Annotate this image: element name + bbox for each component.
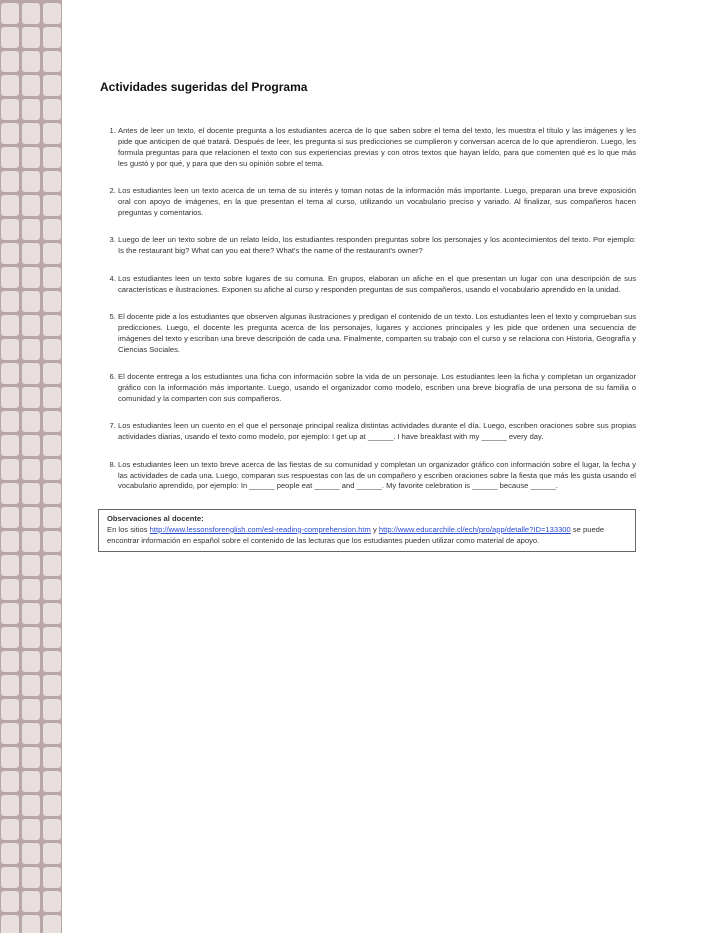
strip-square bbox=[1, 243, 19, 264]
strip-square bbox=[1, 843, 19, 864]
strip-square bbox=[1, 555, 19, 576]
strip-square bbox=[22, 891, 40, 912]
strip-square bbox=[1, 363, 19, 384]
strip-square bbox=[1, 123, 19, 144]
strip-square bbox=[43, 723, 61, 744]
strip-square bbox=[22, 147, 40, 168]
strip-square bbox=[43, 411, 61, 432]
strip-square bbox=[22, 867, 40, 888]
strip-square bbox=[43, 123, 61, 144]
strip-square bbox=[22, 915, 40, 933]
activity-item: 5. El docente pide a los estudiantes que observen algunas ilustraciones y predigan el contenido de un texto. Los estudiantes leen el texto y comprueban sus predicciones. Luego, el docente les pregunta acerca de los personajes, lugares y acciones principales y les pide que ordenen una secuencia de imágenes del texto y escriban una breve descripción de cada una. Finalmente, comparten su trabajo con el curso y se relaciona con Historia, Geografía y Ciencias Sociales. bbox=[118, 312, 636, 356]
strip-square bbox=[1, 411, 19, 432]
strip-square bbox=[1, 579, 19, 600]
observations-rest: se puede encontrar información en español sobre el contenido de las lecturas que los estudiantes pueden utilizar como material de apoyo. bbox=[107, 524, 605, 545]
strip-square bbox=[1, 75, 19, 96]
strip-square bbox=[22, 819, 40, 840]
strip-square bbox=[22, 3, 40, 24]
strip-square bbox=[1, 339, 19, 360]
strip-square bbox=[22, 747, 40, 768]
strip-square bbox=[22, 507, 40, 528]
strip-square bbox=[43, 195, 61, 216]
strip-square bbox=[22, 603, 40, 624]
activity-item: 1. Antes de leer un texto, el docente pregunta a los estudiantes acerca de lo que saben sobre el tema del texto, les muestra el título y las imágenes y les pide que anticipen de qué tratará. Después de leer, les pregunta si sus predicciones se cumplieron y conversan acerca de lo que aprendieron. Luego, les formula preguntas para que relacionen el texto con sus experiencias previas y con otros textos que hayan leído, para que comenten qué es lo que más les gustó y por qué, y para que den su opinión sobre el tema. bbox=[118, 126, 636, 170]
strip-square bbox=[22, 387, 40, 408]
strip-square bbox=[1, 651, 19, 672]
document-page bbox=[96, 80, 636, 552]
observations-link-2[interactable]: http://www.educarchile.cl/ech/pro/app/detalle?ID=133300 bbox=[378, 524, 571, 534]
strip-square bbox=[22, 771, 40, 792]
strip-square bbox=[1, 3, 19, 24]
strip-square bbox=[1, 771, 19, 792]
strip-square bbox=[43, 147, 61, 168]
strip-square bbox=[22, 411, 40, 432]
observations-middle: y bbox=[372, 524, 377, 534]
strip-square bbox=[1, 483, 19, 504]
page-title: Actividades sugeridas del Programa bbox=[100, 80, 308, 94]
strip-square bbox=[1, 507, 19, 528]
strip-square bbox=[43, 579, 61, 600]
strip-square bbox=[22, 243, 40, 264]
strip-square bbox=[22, 123, 40, 144]
strip-square bbox=[43, 651, 61, 672]
strip-square bbox=[43, 915, 61, 933]
strip-square bbox=[43, 891, 61, 912]
strip-square bbox=[43, 771, 61, 792]
strip-square bbox=[43, 747, 61, 768]
strip-square bbox=[43, 315, 61, 336]
strip-square bbox=[22, 843, 40, 864]
strip-square bbox=[43, 843, 61, 864]
strip-square bbox=[22, 195, 40, 216]
strip-square bbox=[22, 315, 40, 336]
strip-square bbox=[43, 867, 61, 888]
strip-square bbox=[22, 531, 40, 552]
strip-square bbox=[22, 75, 40, 96]
strip-square bbox=[43, 3, 61, 24]
strip-square bbox=[43, 243, 61, 264]
activity-item: 8. Los estudiantes leen un texto breve acerca de las fiestas de su comunidad y completan un organizador gráfico con información sobre el lugar, la fecha y las actividades de cada una. Luego, comparan sus respuestas con las de un compañero y escriben oraciones sobre la fiesta que más les gusta usando el vocabulario aprendido, por ejemplo: In ______ people eat ______ and ______. My favorite celebration is ______ because ______. bbox=[118, 460, 636, 493]
strip-square bbox=[43, 435, 61, 456]
strip-square bbox=[43, 819, 61, 840]
strip-square bbox=[1, 267, 19, 288]
strip-square bbox=[22, 795, 40, 816]
strip-square bbox=[22, 99, 40, 120]
strip-square bbox=[1, 459, 19, 480]
strip-square bbox=[1, 699, 19, 720]
strip-square bbox=[1, 387, 19, 408]
strip-square bbox=[1, 915, 19, 933]
strip-square bbox=[1, 819, 19, 840]
strip-square bbox=[43, 99, 61, 120]
strip-square bbox=[1, 219, 19, 240]
observations-link-1[interactable]: http://www.lessonsforenglish.com/esl-reading-comprehension.htm bbox=[149, 524, 371, 534]
strip-square bbox=[1, 27, 19, 48]
observations-intro: En los sitios bbox=[107, 524, 148, 534]
strip-square bbox=[1, 723, 19, 744]
strip-square bbox=[1, 795, 19, 816]
strip-square bbox=[43, 219, 61, 240]
strip-square bbox=[43, 339, 61, 360]
strip-square bbox=[22, 51, 40, 72]
strip-square bbox=[22, 483, 40, 504]
strip-square bbox=[43, 51, 61, 72]
strip-square bbox=[43, 267, 61, 288]
strip-square bbox=[1, 315, 19, 336]
strip-square bbox=[22, 267, 40, 288]
strip-square bbox=[22, 555, 40, 576]
strip-square bbox=[1, 99, 19, 120]
strip-square bbox=[43, 75, 61, 96]
strip-square bbox=[43, 627, 61, 648]
strip-square bbox=[43, 795, 61, 816]
activity-item: 7. Los estudiantes leen un cuento en el que el personaje principal realiza distintas actividades durante el día. Luego, escriben oraciones sobre sus propias actividades diarias, usando el texto como modelo, por ejemplo: I get up at ______. I have breakfast with my ______ every day. bbox=[118, 421, 636, 443]
strip-square bbox=[22, 219, 40, 240]
strip-square bbox=[43, 171, 61, 192]
strip-square bbox=[22, 291, 40, 312]
strip-square bbox=[43, 603, 61, 624]
strip-square bbox=[22, 171, 40, 192]
strip-square bbox=[22, 27, 40, 48]
teacher-observations-box bbox=[98, 509, 636, 552]
strip-square bbox=[1, 171, 19, 192]
strip-square bbox=[22, 723, 40, 744]
strip-square bbox=[43, 699, 61, 720]
strip-square bbox=[43, 483, 61, 504]
strip-square bbox=[22, 579, 40, 600]
strip-square bbox=[1, 867, 19, 888]
activity-item: 6. El docente entrega a los estudiantes una ficha con información sobre la vida de un personaje. Los estudiantes leen la ficha y completan un organizador gráfico con la información más importante. Luego, usando el organizador como modelo, escriben una breve biografía de una persona de su familia o comunidad y la comparten con sus compañeros. bbox=[118, 372, 636, 405]
activity-item: 2. Los estudiantes leen un texto acerca de un tema de su interés y toman notas de la información más importante. Luego, preparan una breve exposición oral con apoyo de imágenes, en la que presentan el tema al curso, utilizando un vocabulario preciso y variado. Al finalizar, sus compañeros hacen preguntas y comentarios. bbox=[118, 186, 636, 219]
strip-square bbox=[22, 627, 40, 648]
strip-square bbox=[43, 459, 61, 480]
strip-square bbox=[1, 195, 19, 216]
strip-square bbox=[1, 531, 19, 552]
strip-square bbox=[43, 507, 61, 528]
activities-list bbox=[96, 126, 636, 492]
strip-square bbox=[43, 555, 61, 576]
strip-square bbox=[1, 627, 19, 648]
strip-square bbox=[43, 387, 61, 408]
strip-square bbox=[22, 339, 40, 360]
strip-square bbox=[43, 291, 61, 312]
strip-square bbox=[1, 891, 19, 912]
observations-title: Observaciones al docente: bbox=[107, 513, 204, 523]
strip-square bbox=[22, 699, 40, 720]
strip-square bbox=[43, 363, 61, 384]
strip-square bbox=[1, 291, 19, 312]
activity-item: 4. Los estudiantes leen un texto sobre lugares de su comuna. En grupos, elaboran un afiche en el que presentan un lugar con una descripción de sus características e ilustraciones. Exponen su afiche al curso y responden preguntas de sus compañeros, usando el vocabulario aprendido en la unidad. bbox=[118, 274, 636, 296]
strip-square bbox=[1, 603, 19, 624]
strip-square bbox=[22, 651, 40, 672]
decorative-side-strip bbox=[0, 0, 62, 933]
strip-square bbox=[22, 435, 40, 456]
strip-square bbox=[22, 459, 40, 480]
strip-square bbox=[1, 51, 19, 72]
strip-square bbox=[43, 675, 61, 696]
strip-square bbox=[1, 147, 19, 168]
strip-square bbox=[22, 675, 40, 696]
strip-square bbox=[1, 747, 19, 768]
strip-square bbox=[43, 27, 61, 48]
strip-square bbox=[1, 435, 19, 456]
activity-item: 3. Luego de leer un texto sobre de un relato leído, los estudiantes responden preguntas sobre los personajes y los acontecimientos del texto. Por ejemplo: Is the restaurant big? What can you eat there? What's the name of the restaurant's owner? bbox=[118, 235, 636, 257]
strip-square bbox=[22, 363, 40, 384]
strip-square bbox=[1, 675, 19, 696]
strip-square bbox=[43, 531, 61, 552]
